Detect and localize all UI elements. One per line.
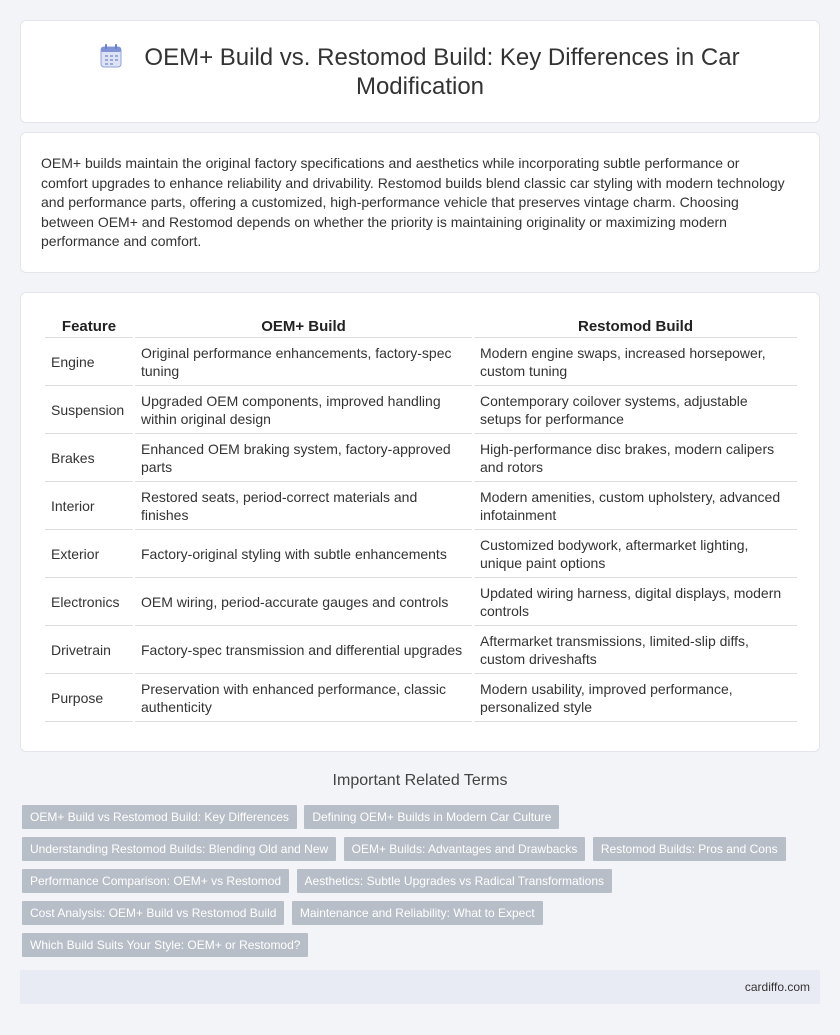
intro-card [20,132,820,273]
restomod-cell: Customized bodywork, aftermarket lighting, unique paint options [474,530,797,578]
table-row [45,338,797,386]
related-term-tag[interactable]: Defining OEM+ Builds in Modern Car Culture [304,805,559,829]
feature-cell: Purpose [45,674,133,722]
related-term-tag[interactable]: Performance Comparison: OEM+ vs Restomod [22,869,289,893]
related-term-tag[interactable]: Cost Analysis: OEM+ Build vs Restomod Build [22,901,284,925]
comparison-card [20,292,820,752]
restomod-cell: High-performance disc brakes, modern calipers and rotors [474,434,797,482]
related-term-tag[interactable]: Aesthetics: Subtle Upgrades vs Radical Transformations [297,869,612,893]
feature-cell: Brakes [45,434,133,482]
oem-cell: OEM wiring, period-accurate gauges and controls [135,578,472,626]
table-row [45,530,797,578]
feature-cell: Suspension [45,386,133,434]
related-term-tag[interactable]: OEM+ Build vs Restomod Build: Key Differences [22,805,297,829]
feature-cell: Exterior [45,530,133,578]
table-row [45,578,797,626]
column-header: OEM+ Build [135,316,472,338]
column-header: Feature [45,316,133,338]
table-header-row [45,316,797,338]
related-term-tag[interactable]: Understanding Restomod Builds: Blending Old and New [22,837,336,861]
feature-cell: Electronics [45,578,133,626]
oem-cell: Preservation with enhanced performance, classic authenticity [135,674,472,722]
header-card [20,20,820,123]
oem-cell: Original performance enhancements, factory-spec tuning [135,338,472,386]
restomod-cell: Modern usability, improved performance, personalized style [474,674,797,722]
table-row [45,386,797,434]
feature-cell: Interior [45,482,133,530]
related-term-tag[interactable]: Restomod Builds: Pros and Cons [593,837,786,861]
related-terms-list [22,805,802,965]
restomod-cell: Modern engine swaps, increased horsepower, custom tuning [474,338,797,386]
feature-cell: Engine [45,338,133,386]
oem-cell: Restored seats, period-correct materials and finishes [135,482,472,530]
footer [20,970,820,1004]
feature-cell: Drivetrain [45,626,133,674]
related-term-tag[interactable]: Which Build Suits Your Style: OEM+ or Restomod? [22,933,308,957]
restomod-cell: Contemporary coilover systems, adjustable setups for performance [474,386,797,434]
table-row [45,434,797,482]
intro-paragraph: OEM+ builds maintain the original factory specifications and aesthetics while incorporating subtle performance or comfort upgrades to enhance reliability and drivability. Restomod builds blend classic car styling with modern technology and performance parts, offering a customized, high-performance vehicle that preserves vintage charm. Choosing between OEM+ and Restomod depends on whether the priority is maintaining originality or maximizing modern performance and comfort. [41,155,785,249]
oem-cell: Factory-original styling with subtle enhancements [135,530,472,578]
related-term-tag[interactable]: OEM+ Builds: Advantages and Drawbacks [344,837,586,861]
table-row [45,626,797,674]
oem-cell: Enhanced OEM braking system, factory-approved parts [135,434,472,482]
related-terms-title: Important Related Terms [332,772,508,789]
restomod-cell: Aftermarket transmissions, limited-slip diffs, custom driveshafts [474,626,797,674]
comparison-table [43,316,799,722]
page-title [81,43,759,101]
footer-site[interactable]: cardiffo.com [744,980,810,994]
restomod-cell: Modern amenities, custom upholstery, advanced infotainment [474,482,797,530]
restomod-cell: Updated wiring harness, digital displays, modern controls [474,578,797,626]
oem-cell: Factory-spec transmission and differential upgrades [135,626,472,674]
column-header: Restomod Build [474,316,797,338]
oem-cell: Upgraded OEM components, improved handling within original design [135,386,472,434]
calendar-icon [100,44,122,68]
related-term-tag[interactable]: Maintenance and Reliability: What to Expect [292,901,543,925]
table-row [45,674,797,722]
table-row [45,482,797,530]
page-title-text: OEM+ Build vs. Restomod Build: Key Differences in Car Modification [144,44,740,100]
